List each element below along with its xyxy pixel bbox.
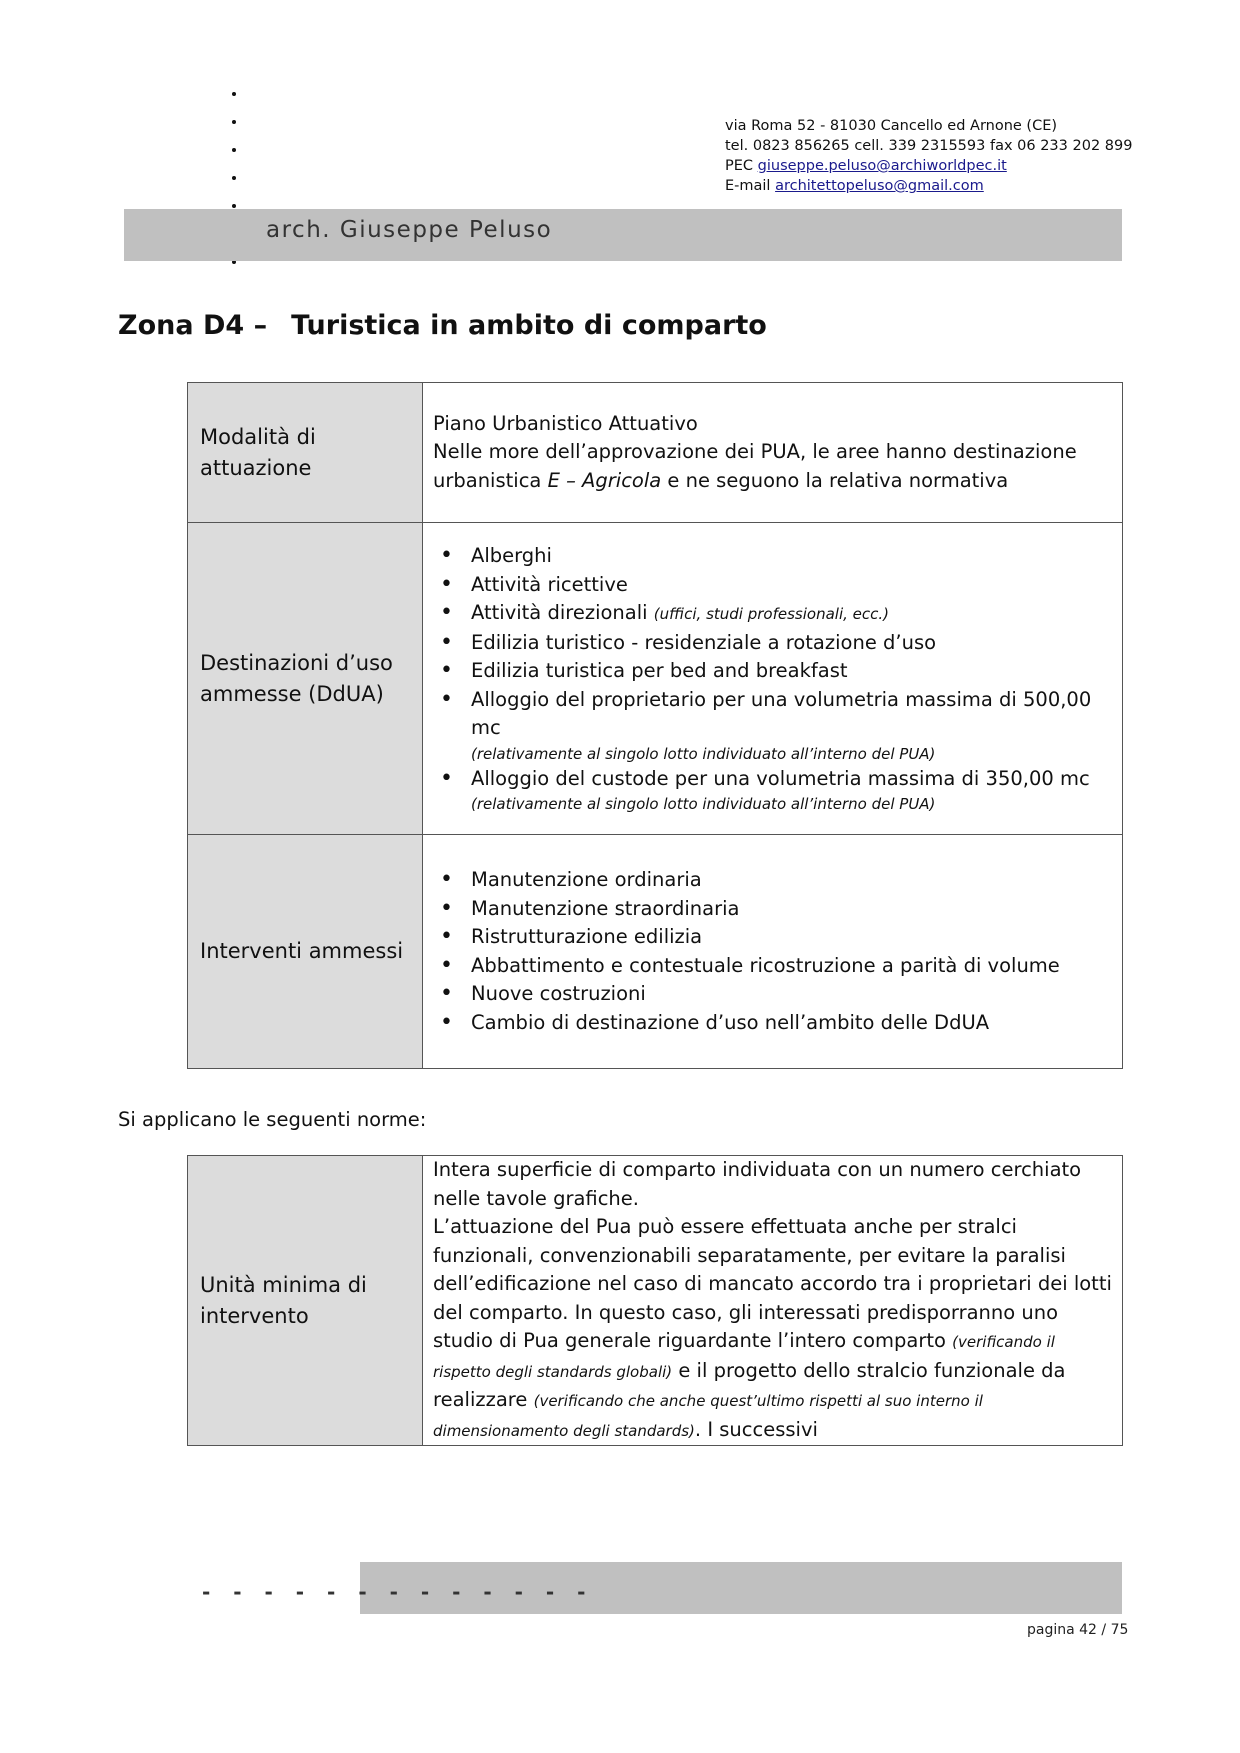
- address: via Roma 52 - 81030 Cancello ed Arnone (CE): [725, 118, 1058, 134]
- text-span: E – Agricola: [547, 468, 662, 492]
- bullet-list: [433, 866, 1112, 1037]
- email-link[interactable]: architettopeluso@gmail.com: [775, 178, 984, 194]
- text-span: Attività ricettive: [471, 572, 628, 596]
- text-span: Edilizia turistica per bed and breakfast: [471, 659, 848, 682]
- row-label: Unità minima di intervento: [188, 1156, 423, 1446]
- list-item: • Manutenzione straordinaria: [433, 895, 1112, 924]
- bullet-list: [433, 542, 1112, 815]
- text-span: Alloggio del proprietario per una volumetria massima di 500,00 mc: [471, 687, 1092, 739]
- text-span: L’attuazione del Pua può essere effettuata anche per stralci funzionali, convenzionabili separatamente, per evitare la paralisi dell’edificazione nel caso di mancato accordo tra i proprietari dei lotti del comparto. In questo caso, gli interessati predisporranno uno studio di Pua generale riguardante l’intero comparto: [433, 1215, 1112, 1352]
- list-item: [433, 657, 1112, 686]
- row-content: [423, 1156, 1123, 1446]
- list-item: • Abbattimento e contestuale ricostruzione a parità di volume: [433, 952, 1112, 981]
- list-item: [433, 629, 1112, 658]
- contact-block: [725, 116, 1132, 196]
- text-span: (relativamente al singolo lotto individuato all’interno del PUA): [471, 795, 936, 813]
- text-span: (relativamente al singolo lotto individuato all’interno del PUA): [471, 744, 936, 763]
- page-number: pagina 42 / 75: [1027, 1622, 1129, 1638]
- text-span: Nelle more dell’approvazione dei PUA, le aree hanno destinazione urbanistica: [433, 440, 1077, 492]
- text-span: (verificando che anche quest’ultimo rispetti al suo interno il dimensionamento degli standards): [433, 1392, 983, 1440]
- row-content: [423, 383, 1123, 523]
- row-content: [423, 523, 1123, 835]
- row-content: [423, 835, 1123, 1069]
- phones: tel. 0823 856265 cell. 339 2315593 fax 06 233 202 899: [725, 138, 1133, 154]
- text-span: Alberghi: [471, 544, 552, 567]
- content-line: [433, 1213, 1112, 1445]
- page-title: [118, 310, 767, 341]
- text-span: (uffici, studi professionali, ecc.): [653, 605, 890, 623]
- list-item: • Manutenzione ordinaria: [433, 866, 1112, 895]
- zone-name: Turistica in ambito di comparto: [291, 310, 767, 341]
- architect-name: arch. Giuseppe Peluso: [266, 217, 553, 243]
- pec-line: [725, 156, 1132, 176]
- zone-code: Zona D4 –: [118, 310, 268, 341]
- row-label: Destinazioni d’uso ammesse (DdUA): [188, 523, 423, 835]
- list-item: • Cambio di destinazione d’uso nell’ambito delle DdUA: [433, 1009, 1112, 1038]
- table-row: [188, 1156, 1123, 1446]
- email-label: E-mail: [725, 178, 771, 194]
- list-item: • Nuove costruzioni: [433, 980, 1112, 1009]
- text-span: Attività direzionali: [471, 601, 648, 624]
- norms-intro: Si applicano le seguenti norme:: [118, 1108, 427, 1131]
- list-item: [433, 542, 1112, 571]
- list-item: [433, 571, 1112, 600]
- text-span: Edilizia turistico - residenziale a rotazione d’uso: [471, 630, 937, 654]
- table-row: [188, 835, 1123, 1069]
- list-item: [433, 765, 1112, 816]
- content-line: Piano Urbanistico Attuativo: [433, 411, 698, 435]
- content-line: Intera superficie di comparto individuata con un numero cerchiato nelle tavole grafiche.: [433, 1158, 1082, 1210]
- pec-label: PEC: [725, 158, 754, 174]
- row-label: Interventi ammessi: [188, 835, 423, 1069]
- row-label: Modalità di attuazione: [188, 383, 423, 523]
- text-span: (verificando il rispetto degli standards globali): [433, 1333, 1055, 1381]
- footer-dashes: - - - - - - - - - - - - -: [202, 1580, 594, 1604]
- table-row: [188, 383, 1123, 523]
- text-span: e ne seguono la relativa normativa: [667, 468, 1009, 492]
- table-row: [188, 523, 1123, 835]
- text-span: Alloggio del custode per una volumetria massima di 350,00 mc: [471, 766, 1090, 790]
- text-span: . I successivi: [694, 1417, 818, 1441]
- text-span: e il progetto dello stralcio funzionale da realizzare: [433, 1358, 1066, 1411]
- pec-link[interactable]: giuseppe.peluso@archiworldpec.it: [757, 158, 1007, 174]
- norms-table: [187, 1155, 1123, 1446]
- list-item: [433, 599, 1112, 629]
- list-item: • Ristrutturazione edilizia: [433, 923, 1112, 952]
- content-line: [433, 438, 1112, 495]
- list-item: [433, 686, 1112, 765]
- zone-rules-table: [187, 382, 1123, 1069]
- email-line: [725, 176, 1132, 196]
